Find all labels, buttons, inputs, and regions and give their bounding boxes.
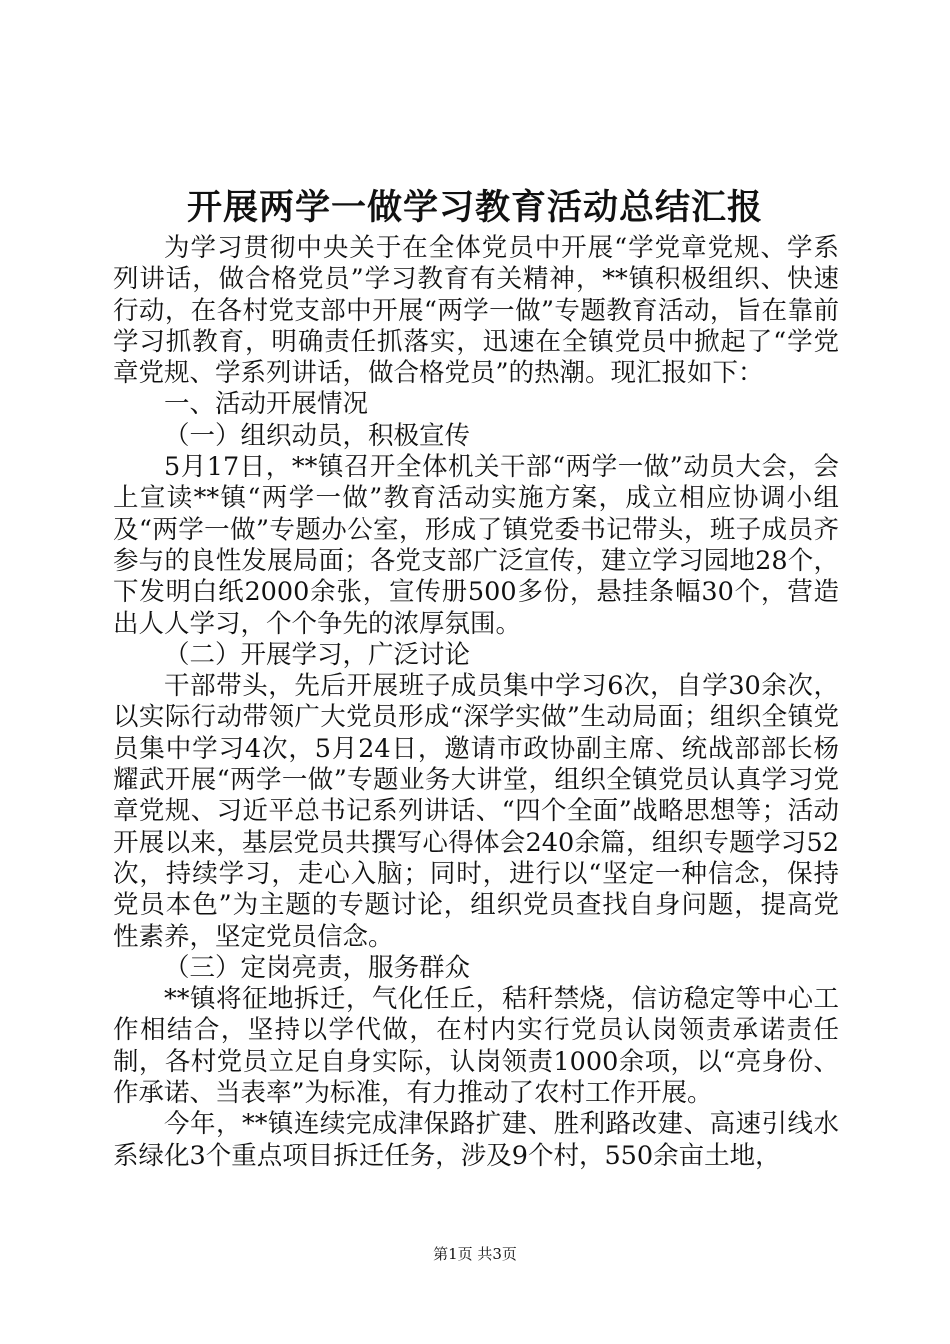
paragraph-1: 5月17日，**镇召开全体机关干部“两学一做”动员大会，会上宣读**镇“两学一做”教育活动实施方案，成立相应协调小组及“两学一做”专题办公室，形成了镇党委书记带头，班子成员齐参与的良性发展局面；各党支部广泛宣传，建立学习园地28个，下发明白纸2000余张，宣传册500多份，悬挂条幅30个，营造出人人学习，个个争先的浓厚氛围。 (113, 452, 839, 639)
subsection-heading-2: （二）开展学习，广泛讨论 (164, 639, 471, 670)
section-heading-1: 一、活动开展情况 (164, 389, 369, 420)
paragraph-2: 干部带头，先后开展班子成员集中学习6次，自学30余次，以实际行动带领广大党员形成“深学实做”生动局面；组织全镇党员集中学习4次，5月24日，邀请市政协副主席、统战部部长杨耀武开展“两学一做”专题业务大讲堂，组织全镇党员认真学习党章党规、习近平总书记系列讲话、“四个全面”战略思想等；活动开展以来，基层党员共撰写心得体会240余篇，组织专题学习52次，持续学习，走心入脑；同时，进行以“坚定一种信念，保持党员本色”为主题的专题讨论，组织党员查找自身问题，提高党性素养，坚定党员信念。 (113, 671, 839, 952)
document-title: 开展两学一做学习教育活动总结汇报 (186, 187, 763, 228)
document-body (113, 233, 839, 1172)
paragraph-3: **镇将征地拆迁，气化任丘，秸秆禁烧，信访稳定等中心工作相结合，坚持以学代做，在村内实行党员认岗领责承诺责任制，各村党员立足自身实际，认岗领责1000余项，以“亮身份、作承诺、当表率”为标准，有力推动了农村工作开展。 (113, 984, 839, 1109)
paragraph-4: 今年，**镇连续完成津保路扩建、胜利路改建、高速引线水系绿化3个重点项目拆迁任务，涉及9个村，550余亩土地， (113, 1109, 839, 1171)
subsection-heading-1: （一）组织动员，积极宣传 (164, 420, 471, 451)
subsection-heading-3: （三）定岗亮责，服务群众 (164, 952, 471, 983)
intro-paragraph: 为学习贯彻中央关于在全体党员中开展“学党章党规、学系列讲话，做合格党员”学习教育有关精神，**镇积极组织、快速行动，在各村党支部中开展“两学一做”专题教育活动，旨在靠前学习抓教育，明确责任抓落实，迅速在全镇党员中掀起了“学党章党规、学系列讲话，做合格党员”的热潮。现汇报如下： (113, 233, 839, 389)
page-number-footer: 第1页 共3页 (433, 1245, 517, 1263)
